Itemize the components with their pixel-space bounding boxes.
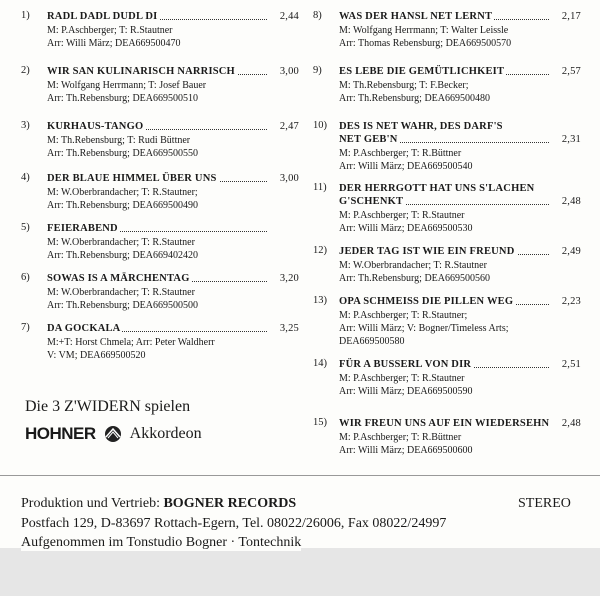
track-duration: 2,48 (561, 418, 581, 429)
track-title-row (47, 120, 299, 133)
track-number: 1) (21, 10, 30, 21)
track-title: RADL DADL DUDL DI (47, 11, 158, 22)
track-number: 8) (313, 10, 322, 21)
track-credit: M: Th.Rebensburg; T: Rudi Büttner (47, 135, 191, 146)
track-credit: M: P.Aschberger; T: R.Büttner (339, 432, 462, 443)
track-title-row (339, 358, 581, 371)
hohner-emblem-icon (100, 425, 126, 443)
track-title: FEIERABEND (47, 223, 118, 234)
track-title: WIR FREUN UNS AUF EIN WIEDERSEHN (339, 418, 550, 429)
track-title: JEDER TAG IST WIE EIN FREUND (339, 246, 515, 257)
track-credit: M: P.Aschberger; T: R.Büttner (339, 148, 462, 159)
track-number: 11) (313, 182, 327, 193)
track-number: 14) (313, 358, 327, 369)
track-number: 9) (313, 65, 322, 76)
track-credit: M: Wolfgang Herrmann; T: Josef Bauer (47, 80, 207, 91)
track-credit: Arr: Th.Rebensburg; DEA669500480 (339, 93, 491, 104)
track-credit: Arr: Willi März; DEA669500530 (339, 223, 473, 234)
track-title-cont: G'SCHENKT (339, 196, 404, 207)
track-title: KURHAUS-TANGO (47, 121, 144, 132)
track-duration: 3,00 (279, 66, 299, 77)
track-credit: Arr: Willi März; DEA669500600 (339, 445, 473, 456)
footer-stereo: STEREO (518, 496, 571, 511)
track-title-row (339, 120, 581, 133)
track-duration: 2,49 (561, 246, 581, 257)
track-credit: M: W.Oberbrandacher; T: R.Stautner; (47, 187, 198, 198)
track-title-row-2 (339, 195, 581, 208)
track-credit: Arr: Thomas Rebensburg; DEA669500570 (339, 38, 512, 49)
track-duration: 2,31 (561, 134, 581, 145)
footer-address: Postfach 129, D-83697 Rottach-Egern, Tel. 08022/26006, Fax 08022/24997 (21, 516, 447, 531)
footer-company: BOGNER RECORDS (163, 496, 297, 511)
track-credit: M: P.Aschberger; T: R.Stautner; (339, 310, 468, 321)
promo-brand-line (25, 424, 202, 444)
track-duration: 3,00 (279, 173, 299, 184)
track-credit: DEA669500580 (339, 336, 405, 347)
track-credit: M:+T: Horst Chmela; Arr: Peter Waldherr (47, 337, 215, 348)
track-title-row (339, 245, 581, 258)
track-credit: M: W.Oberbrandacher; T: R.Stautner (47, 237, 195, 248)
track-number: 12) (313, 245, 327, 256)
track-title-row (339, 182, 581, 195)
track-number: 15) (313, 417, 327, 428)
track-title-row (339, 295, 581, 308)
track-duration: 2,51 (561, 359, 581, 370)
track-duration: 2,23 (561, 296, 581, 307)
track-number: 13) (313, 295, 327, 306)
track-credit: M: Th.Rebensburg; T: F.Becker; (339, 80, 469, 91)
track-duration: 2,44 (279, 11, 299, 22)
track-credit: Arr: Th.Rebensburg; DEA669500550 (47, 148, 199, 159)
track-duration: 3,20 (279, 273, 299, 284)
hohner-logo-text: HOHNER (25, 424, 96, 443)
track-title-row (47, 10, 299, 23)
track-credit: Arr: Th.Rebensburg; DEA669500560 (339, 273, 491, 284)
promo-line: Die 3 Z'WIDERN spielen (25, 398, 191, 415)
track-duration: 2,48 (561, 196, 581, 207)
track-duration: 2,17 (561, 11, 581, 22)
track-title-row (339, 65, 581, 78)
footer-recorded: Aufgenommen im Tonstudio Bogner · Tontechnik (21, 535, 302, 550)
footer-production (21, 496, 296, 512)
track-credit: M: W.Oberbrandacher; T: R.Stautner (339, 260, 487, 271)
track-duration: 2,57 (561, 66, 581, 77)
track-number: 4) (21, 172, 30, 183)
track-credit: V: VM; DEA669500520 (47, 350, 146, 361)
track-number: 6) (21, 272, 30, 283)
track-duration: 3,25 (279, 323, 299, 334)
track-number: 3) (21, 120, 30, 131)
track-title: OPA SCHMEISS DIE PILLEN WEG (339, 296, 514, 307)
track-title-row (339, 417, 581, 430)
track-title-row (339, 10, 581, 23)
track-number: 2) (21, 65, 30, 76)
track-duration: 2,47 (279, 121, 299, 132)
track-number: 7) (21, 322, 30, 333)
track-title: ES LEBE DIE GEMÜTLICHKEIT (339, 66, 505, 77)
track-credit: M: Wolfgang Herrmann; T: Walter Leissle (339, 25, 509, 36)
track-number: 5) (21, 222, 30, 233)
track-title-row (47, 272, 299, 285)
track-title: SOWAS IS A MÄRCHENTAG (47, 273, 190, 284)
track-title: DES IS NET WAHR, DES DARF'S (339, 121, 503, 132)
track-credit: M: W.Oberbrandacher; T: R.Stautner (47, 287, 195, 298)
track-title: DA GOCKALA (47, 323, 121, 334)
track-credit: Arr: Willi März; DEA669500540 (339, 161, 473, 172)
track-title: WIR SAN KULINARISCH NARRISCH (47, 66, 235, 77)
track-credit: Arr: Willi März; DEA669500470 (47, 38, 181, 49)
footer-label: Produktion und Vertrieb: (21, 496, 160, 511)
track-title: DER BLAUE HIMMEL ÜBER UNS (47, 173, 217, 184)
track-title: FÜR A BUSSERL VON DIR (339, 359, 472, 370)
track-title-row-2 (339, 133, 581, 146)
track-number: 10) (313, 120, 327, 131)
track-credit: M: P.Aschberger; T: R.Stautner (339, 210, 465, 221)
track-title-cont: NET GEB'N (339, 134, 398, 145)
track-title-row (47, 172, 299, 185)
track-credit: Arr: Willi März; DEA669500590 (339, 386, 473, 397)
bottom-band (0, 548, 600, 596)
track-title: WAS DER HANSL NET LERNT (339, 11, 493, 22)
track-credit: M: P.Aschberger; T: R.Stautner (47, 25, 173, 36)
track-credit: Arr: Th.Rebensburg; DEA669500490 (47, 200, 199, 211)
track-credit: Arr: Th.Rebensburg; DEA669500500 (47, 300, 199, 311)
track-credit: M: P.Aschberger; T: R.Stautner (339, 373, 465, 384)
instrument-text: Akkordeon (129, 425, 202, 442)
track-title: DER HERRGOTT HAT UNS S'LACHEN (339, 183, 535, 194)
track-title-row (47, 65, 299, 78)
track-title-row (47, 322, 299, 335)
divider (0, 475, 600, 476)
track-title-row (47, 222, 299, 235)
track-credit: Arr: Willi März; V: Bogner/Timeless Arts; (339, 323, 509, 334)
track-credit: Arr: Th.Rebensburg; DEA669402420 (47, 250, 199, 261)
track-credit: Arr: Th.Rebensburg; DEA669500510 (47, 93, 199, 104)
